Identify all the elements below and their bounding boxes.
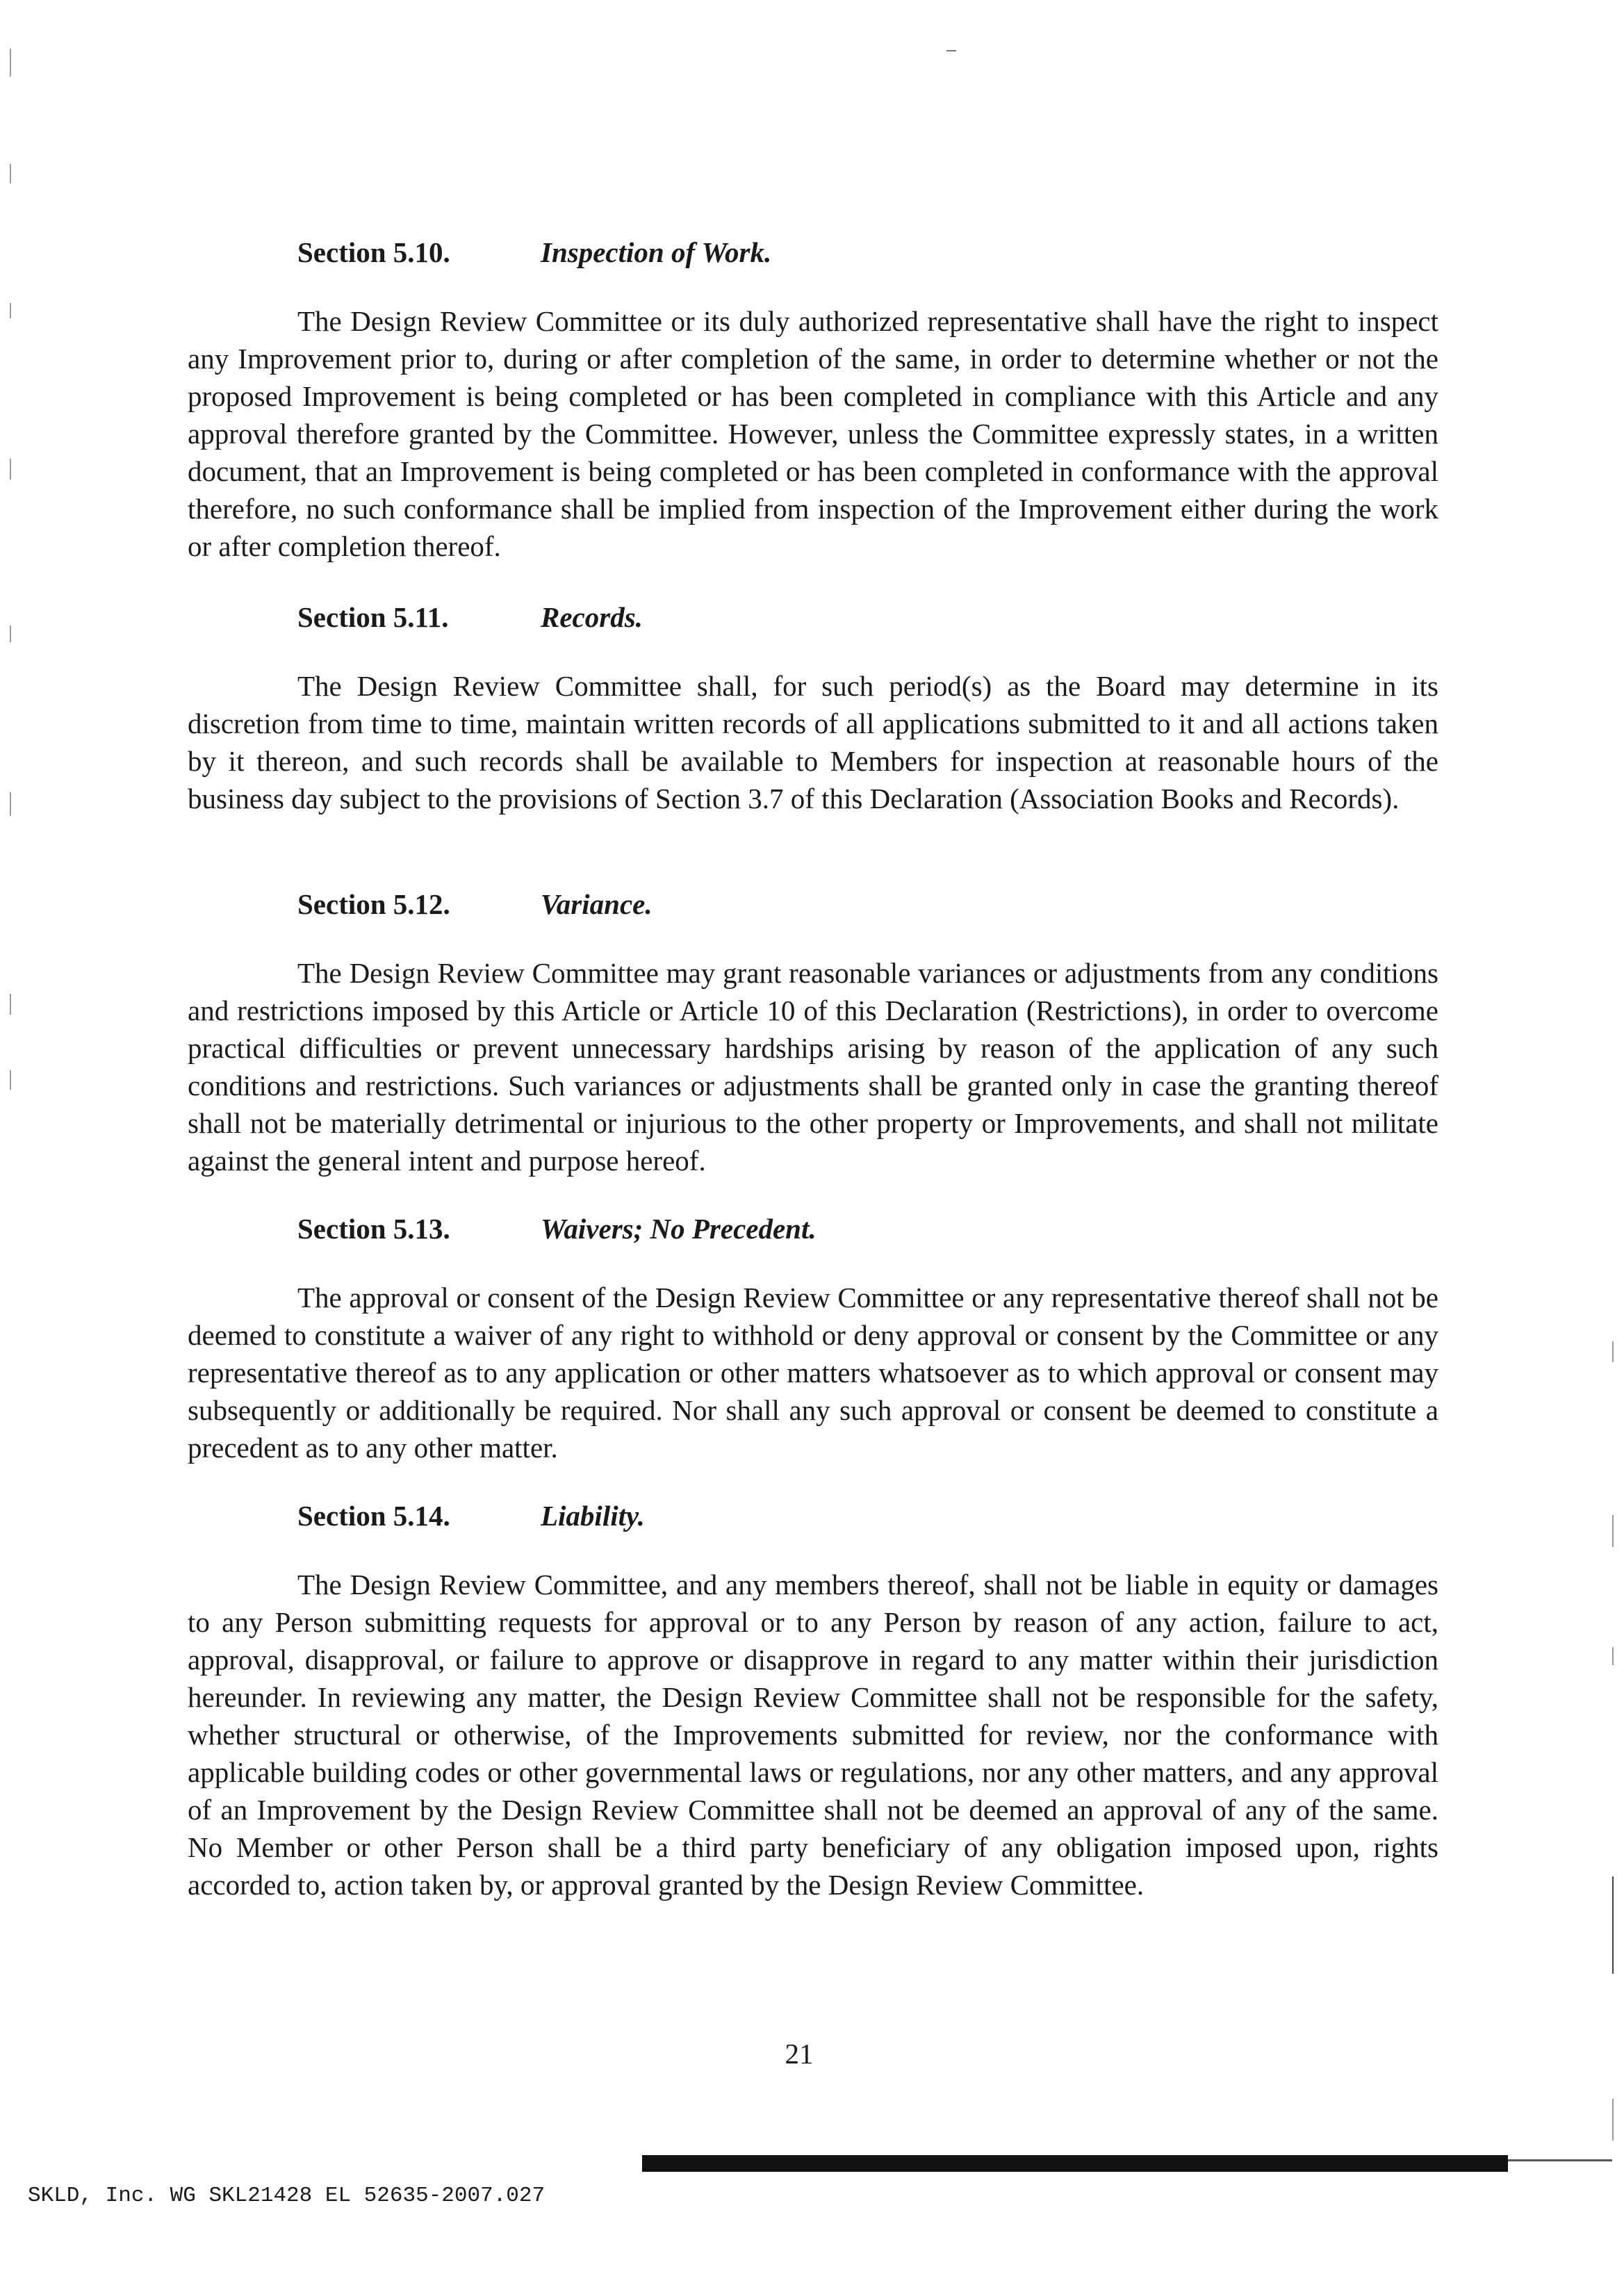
section-title: Waivers; No Precedent. [541, 1213, 817, 1245]
section-title: Variance. [541, 888, 653, 920]
left-margin-mark [10, 459, 11, 480]
section-heading [188, 890, 1438, 919]
section-number: Section 5.12. [297, 888, 450, 920]
right-margin-mark [1612, 1647, 1614, 1665]
scan-artifact-dash [946, 50, 956, 51]
section-title: Records. [541, 601, 643, 633]
left-margin-mark [10, 1070, 11, 1090]
section-5-12 [188, 890, 1438, 1179]
footer-rule-tail [1508, 2159, 1612, 2161]
section-body: The approval or consent of the Design Review Committee or any representative thereof shall not be deemed to constitute a waiver of any right to withhold or deny approval or consent by the Committee or any representative thereof as to any application or other matters whatsoever as to which approval or consent may subsequently or additionally be required. Nor shall any such approval or consent be deemed to constitute a precedent as to any other matter. [188, 1282, 1438, 1464]
right-margin-mark [1612, 1876, 1614, 1974]
section-heading [188, 1215, 1438, 1243]
right-margin-mark [1612, 1341, 1614, 1362]
section-title: Inspection of Work. [541, 236, 772, 268]
left-margin-mark [10, 164, 11, 183]
left-margin-mark [10, 303, 11, 318]
left-margin-mark [10, 49, 11, 76]
section-number: Section 5.14. [297, 1500, 450, 1532]
section-title: Liability. [541, 1500, 645, 1532]
left-margin-mark [10, 625, 11, 642]
section-5-11 [188, 603, 1438, 817]
footer-document-id: SKLD, Inc. WG SKL21428 EL 52635-2007.027 [28, 2184, 546, 2208]
section-heading [188, 1502, 1438, 1530]
section-body: The Design Review Committee shall, for such period(s) as the Board may determine in its discretion from time to time, maintain written records of all applications submitted to it and all actions taken by it thereon, and such records shall be available to Members for inspection at reasonable hours of the business day subject to the provisions of Section 3.7 of this Declaration (Association Books and Records). [188, 670, 1438, 815]
section-5-10 [188, 238, 1438, 565]
section-heading [188, 603, 1438, 632]
section-number: Section 5.13. [297, 1213, 450, 1245]
left-margin-mark [10, 994, 11, 1015]
right-margin-mark [1612, 1515, 1614, 1547]
section-heading [188, 238, 1438, 267]
section-body: The Design Review Committee or its duly authorized representative shall have the right to inspect any Improvement prior to, during or after completion of the same, in order to determine whether or not the proposed Improvement is being completed or has been completed in compliance with this Article and any approval therefore granted by the Committee. However, unless the Committee expressly states, in a written document, that an Improvement is being completed or has been completed in conformance with the approval therefore, no such conformance shall be implied from inspection of the Improvement either during the work or after completion thereof. [188, 305, 1438, 562]
left-margin-mark [10, 792, 11, 816]
page-number: 21 [785, 2038, 814, 2070]
section-5-13 [188, 1215, 1438, 1466]
section-number: Section 5.11. [297, 601, 449, 633]
section-number: Section 5.10. [297, 236, 450, 268]
right-margin-mark [1612, 2099, 1614, 2141]
footer-rule-bar [642, 2155, 1508, 2172]
section-5-14 [188, 1502, 1438, 1904]
section-body: The Design Review Committee, and any members thereof, shall not be liable in equity or damages to any Person submitting requests for approval or to any Person by reason of any action, failure to act, approval, disapproval, or failure to approve or disapprove in regard to any matter within their jurisdiction hereunder. In reviewing any matter, the Design Review Committee shall not be responsible for the safety, whether structural or otherwise, of the Improvements submitted for review, nor the conformance with applicable building codes or other governmental laws or regulations, nor any other matters, and any approval of an Improvement by the Design Review Committee shall not be deemed an approval of any of the same. No Member or other Person shall be a third party beneficiary of any obligation imposed upon, rights accorded to, action taken by, or approval granted by the Design Review Committee. [188, 1569, 1438, 1901]
section-body: The Design Review Committee may grant reasonable variances or adjustments from any conditions and restrictions imposed by this Article or Article 10 of this Declaration (Restrictions), in order to overcome practical difficulties or prevent unnecessary hardships arising by reason of the application of any such conditions and restrictions. Such variances or adjustments shall be granted only in case the granting thereof shall not be materially detrimental or injurious to the other property or Improvements, and shall not militate against the general intent and purpose hereof. [188, 957, 1438, 1177]
